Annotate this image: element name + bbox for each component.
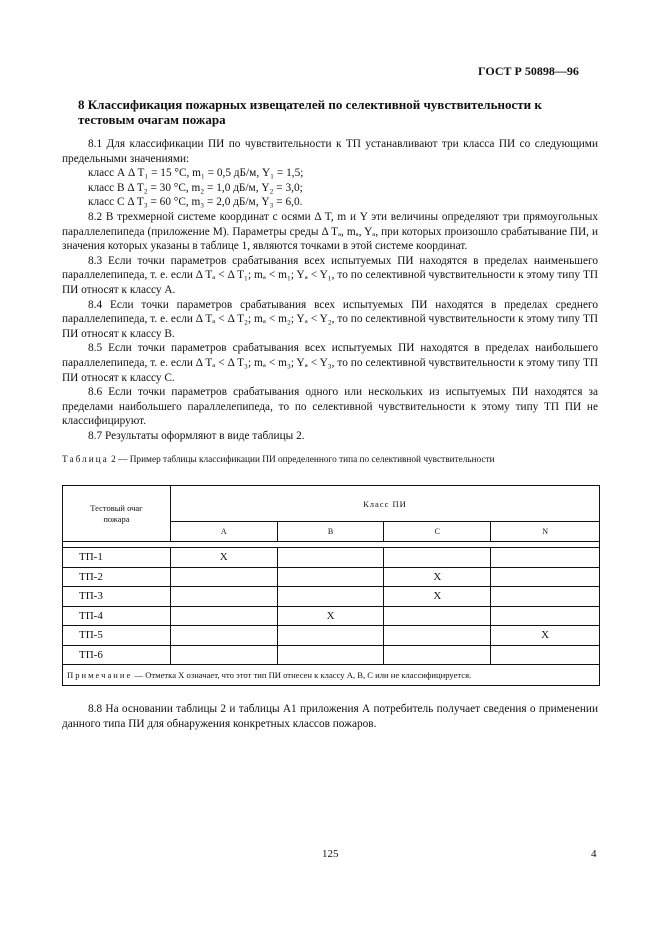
table-row [63, 587, 600, 607]
cell-a [170, 645, 277, 665]
paragraph-8-3: 8.3 Если точки параметров срабатывания всех испытуемых ПИ находятся в пределах наименьшего параллелепипеда, т. е. если Δ Tₐ < Δ T₁; mₐ < m₁; Yₐ < Y₁, то по селективной чувствительности к этому типу ТП ПИ относят к классу А. [62, 254, 598, 296]
class-header-n: N [491, 522, 600, 542]
class-c-limits: класс С Δ T₃ = 60 °С, m₃ = 2,0 дБ/м, Y₃ = 6,0. [88, 196, 303, 209]
table-note-text: — Отметка X означает, что этот тип ПИ отнесен к классу А, В, С или не классифицируется. [132, 670, 472, 680]
cell-c [384, 645, 491, 665]
table-row [63, 606, 600, 626]
paragraph-8-5: 8.5 Если точки параметров срабатывания всех испытуемых ПИ находятся в пределах наибольшего параллелепипеда, т. е. если Δ Tₐ < Δ T₃; mₐ < m₃; Yₐ < Y₃, то по селективной чувствительности к этому типу ТП ПИ относят к классу С. [62, 342, 598, 384]
table-row [63, 645, 600, 665]
cell-a: X [170, 548, 277, 568]
class-a-limits: класс А Δ T₁ = 15 °С, m₁ = 0,5 дБ/м, Y₁ = 1,5; [88, 167, 304, 180]
cell-n [491, 567, 600, 587]
cell-b [277, 587, 384, 607]
cell-b [277, 645, 384, 665]
row-label: ТП-3 [63, 587, 171, 607]
doc-code: ГОСТ Р 50898—96 [478, 64, 579, 78]
row-label: ТП-6 [63, 645, 171, 665]
cell-c: X [384, 587, 491, 607]
col-header-test-source: Тестовый очаг пожара [63, 486, 171, 542]
section-title: 8 Классификация пожарных извещателей по селективной чувствительности к тестовым очагам пожара [78, 97, 542, 127]
cell-c [384, 606, 491, 626]
cell-b [277, 626, 384, 646]
class-header-c: С [384, 522, 491, 542]
row-label: ТП-5 [63, 626, 171, 646]
paragraph-8-6: 8.6 Если точки параметров срабатывания одного или нескольких из испытуемых ПИ находятся за пределами наибольшего параллелепипеда, то по селективной чувствительности к этому типу ТП ПИ не классифицируют. [62, 386, 598, 428]
cell-a [170, 567, 277, 587]
table-row [63, 626, 600, 646]
cell-c: X [384, 567, 491, 587]
row-label: ТП-2 [63, 567, 171, 587]
cell-a [170, 606, 277, 626]
page-number: 125 [322, 848, 339, 860]
col-header-class: Класс ПИ [170, 486, 599, 522]
table-caption-label: Таблица [62, 455, 109, 465]
cell-n: X [491, 626, 600, 646]
cell-b: X [277, 606, 384, 626]
table-caption [62, 455, 598, 467]
paragraph-8-1: 8.1 Для классификации ПИ по чувствительности к ТП устанавливают три класса ПИ со следующими предельными значениями: [62, 138, 598, 165]
cell-a [170, 587, 277, 607]
class-header-a: А [170, 522, 277, 542]
cell-c [384, 548, 491, 568]
table-note [63, 665, 600, 686]
table-note-label: Примечание [67, 670, 133, 680]
cell-n [491, 587, 600, 607]
section-body [62, 137, 598, 443]
cell-a [170, 626, 277, 646]
paragraph-8-4: 8.4 Если точки параметров срабатывания всех испытуемых ПИ находятся в пределах среднего параллелепипеда, т. е. если Δ Tₐ < Δ T₂; mₐ < m₂; Yₐ < Y₂, то по селективной чувствительности к этому типу ТП ПИ относят к классу В. [62, 298, 598, 340]
classification-table [62, 485, 600, 686]
cell-n [491, 645, 600, 665]
cell-n [491, 548, 600, 568]
table-row [63, 567, 600, 587]
table-row [63, 548, 600, 568]
cell-n [491, 606, 600, 626]
row-label: ТП-4 [63, 606, 171, 626]
sheet-number: 4 [591, 848, 597, 860]
table-caption-text: 2 — Пример таблицы классификации ПИ определенного типа по селективной чувствительности [111, 455, 495, 465]
class-b-limits: класс В Δ T₂ = 30 °С, m₂ = 1,0 дБ/м, Y₂ = 3,0; [88, 181, 303, 194]
paragraph-8-8: 8.8 На основании таблицы 2 и таблицы А1 приложения А потребитель получает сведения о применении данного типа ПИ для обнаружения конкретных классов пожаров. [62, 703, 598, 730]
row-label: ТП-1 [63, 548, 171, 568]
cell-b [277, 548, 384, 568]
class-header-b: В [277, 522, 384, 542]
paragraph-8-2: 8.2 В трехмерной системе координат с осями Δ T, m и Y эти величины определяют три прямоугольных параллелепипеда (приложение М). Параметры среды Δ Tₐ, mₐ, Yₐ, при которых произошло срабатывание ПИ, и значения которых указаны в таблице 1, являются точками в этой системе координат. [62, 210, 598, 253]
paragraph-8-7: 8.7 Результаты оформляют в виде таблицы 2. [88, 429, 305, 442]
cell-c [384, 626, 491, 646]
cell-b [277, 567, 384, 587]
